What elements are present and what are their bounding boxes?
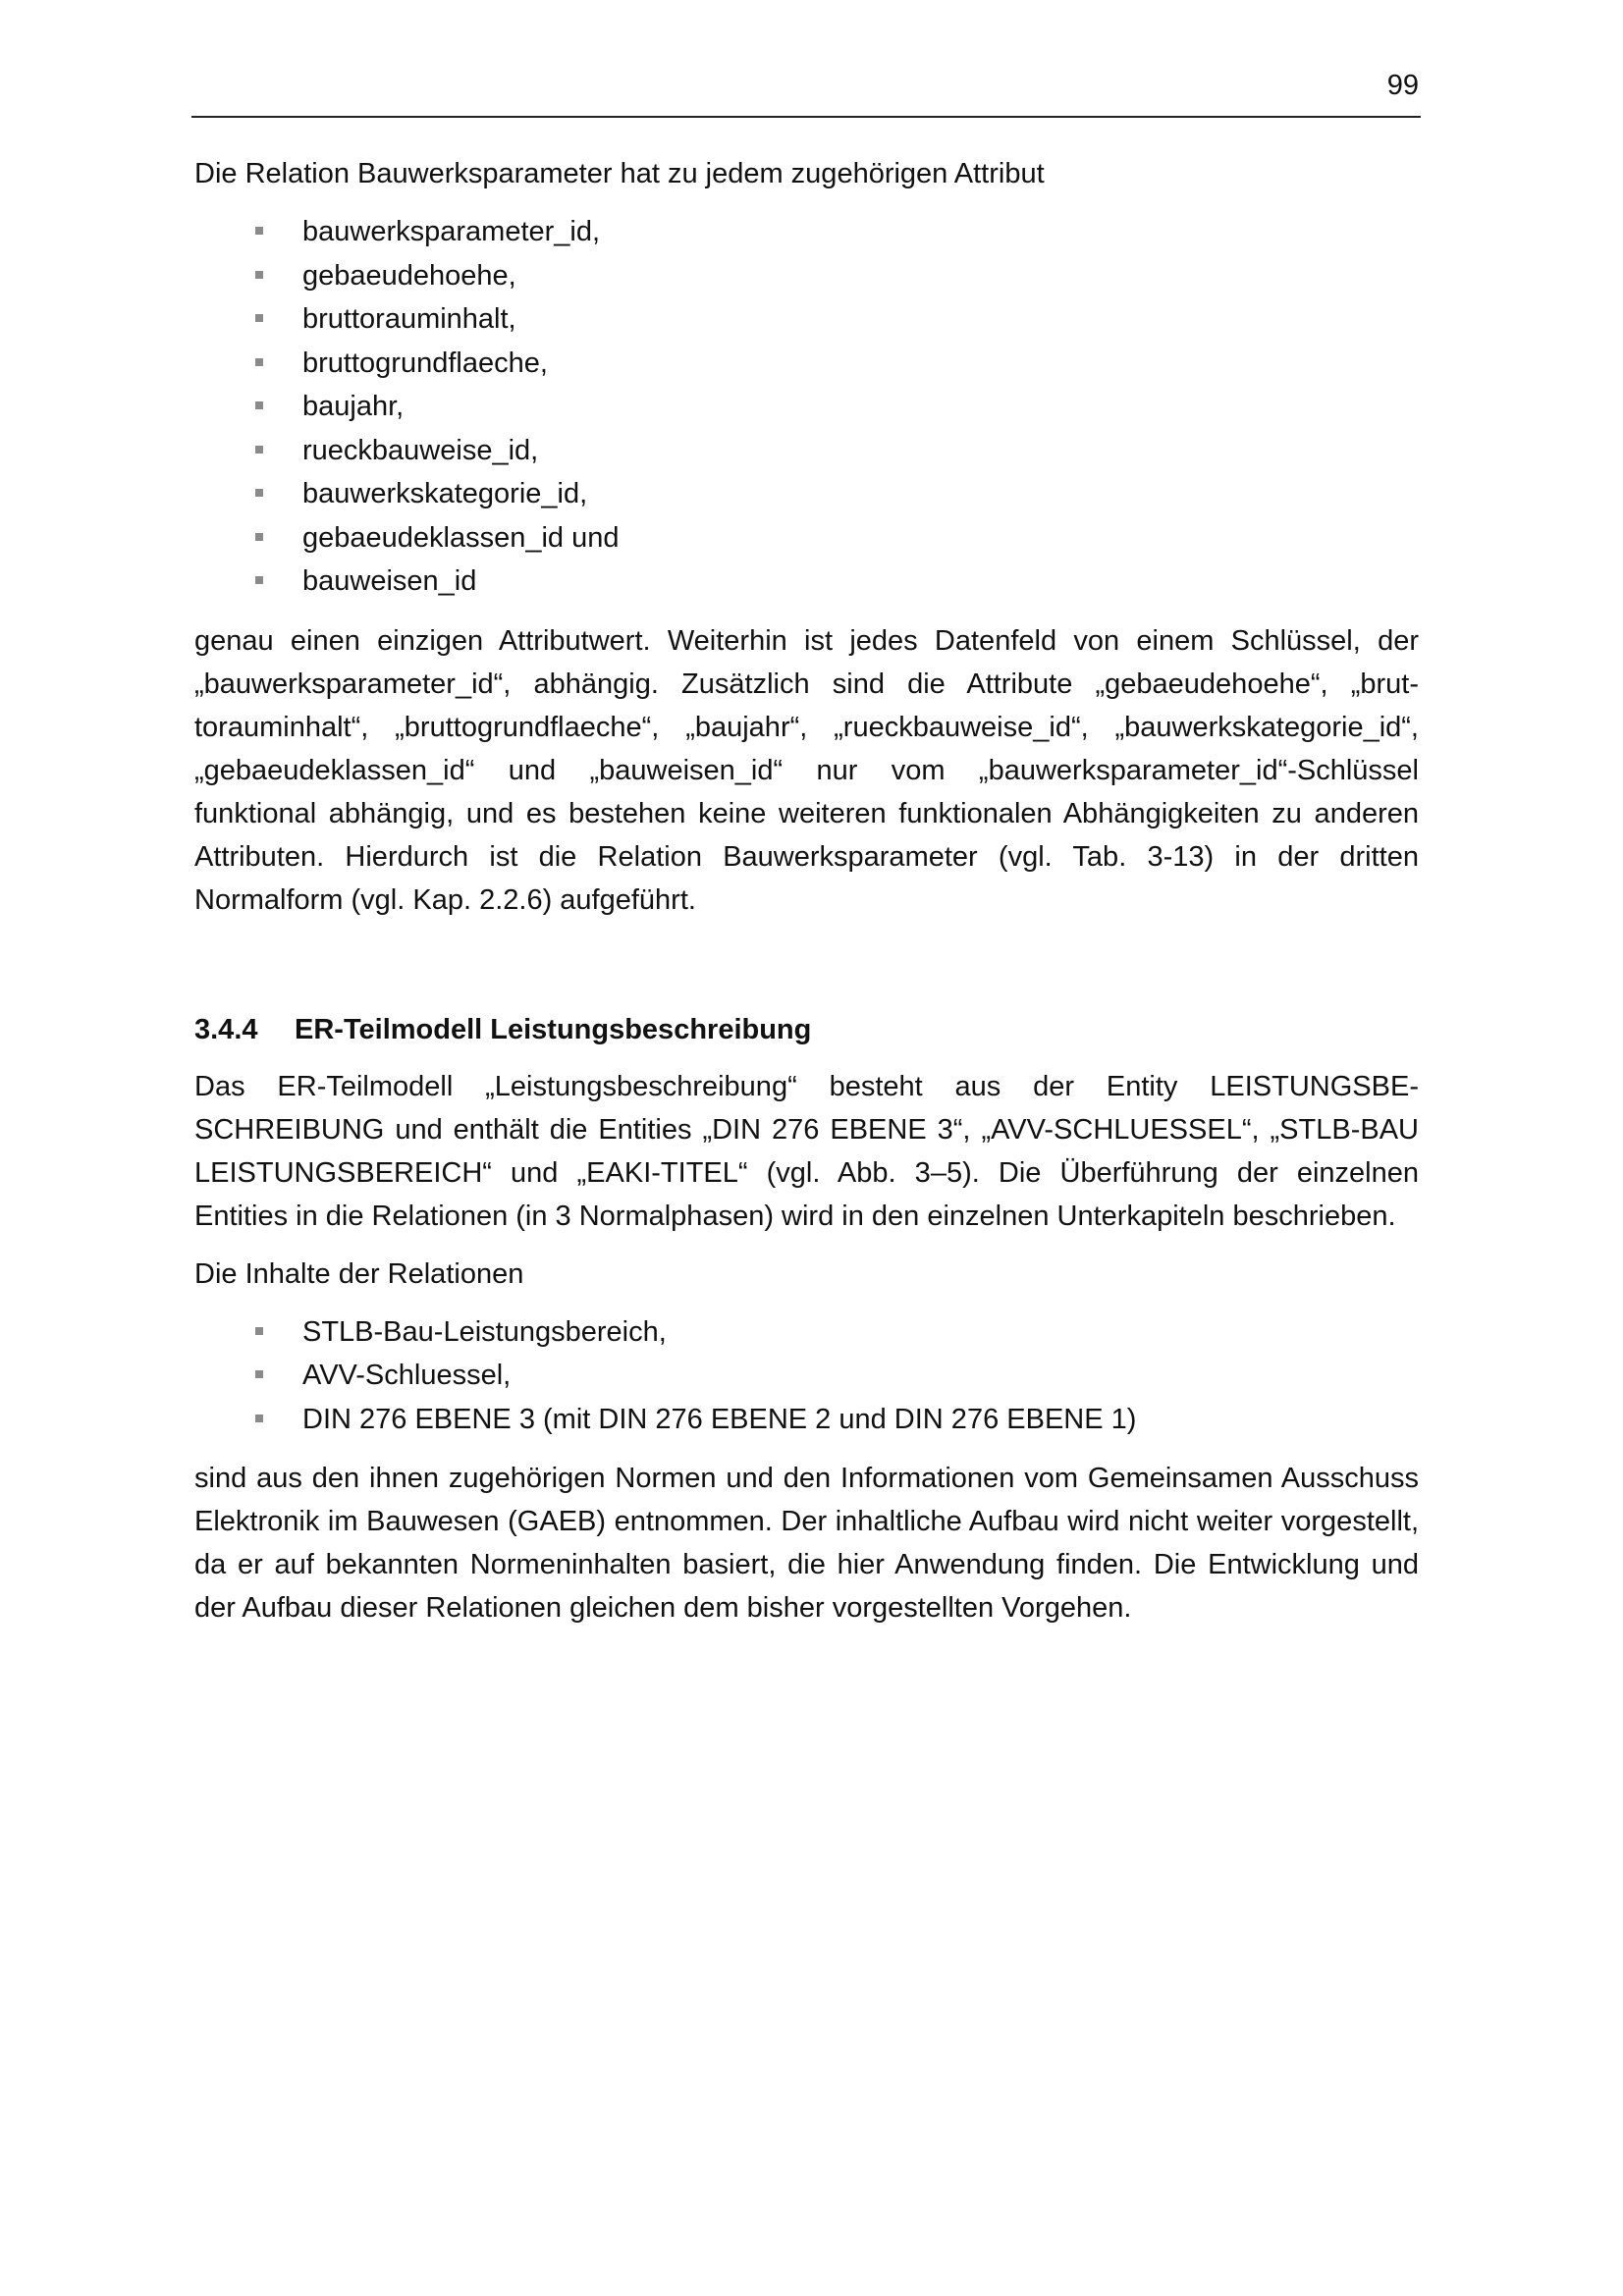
square-bullet-icon [255,489,263,497]
square-bullet-icon [255,1327,263,1335]
section-heading [194,1008,1419,1051]
list-item [194,1310,1419,1355]
square-bullet-icon [255,576,263,584]
list-item [194,560,1419,604]
list-item [194,1354,1419,1398]
list-item [194,210,1419,254]
section-number: 3.4.4 [194,1013,258,1045]
list-item [194,297,1419,342]
list-item-text: bauwerksparameter_id, [302,216,601,247]
square-bullet-icon [255,446,263,454]
attribute-list [194,210,1419,604]
normal-form-paragraph: genau einen einzigen Attributwert. Weiterhin ist jedes Datenfeld von einem Schlüssel, der „bauwerksparameter_id“, abhängig. Zusätzlich sind die Attribute „gebaeudehoehe“, „bruttorauminhalt“, „bruttogrundflaeche“, „baujahr“, „rueckbauweise_id“, „bauwerkskategorie_id“, „gebaeudeklassen_id“ und „bauweisen_id“ nur vom „bauwerksparameter_id“-Schlüssel funktional abhängig, und es bestehen keine weiteren funktionalen Abhängigkeiten zu anderen Attributen. Hierdurch ist die Relation Bauwerksparameter (vgl. Tab. 3-13) in der dritten Normalform (vgl. Kap. 2.2.6) aufgeführt. [194,624,1419,916]
list-item-text: gebaeudeklassen_id und [302,521,620,554]
section-title: ER-Teilmodell Leistungsbeschreibung [295,1013,812,1045]
list-item-text: STLB-Bau-Leistungsbereich, [302,1315,667,1348]
list-item [194,342,1419,386]
square-bullet-icon [255,358,263,366]
square-bullet-icon [255,533,263,541]
list-item [194,1398,1419,1442]
header-rule [191,116,1421,118]
list-item [194,516,1419,561]
list-item-text: baujahr, [302,391,405,422]
relations-list [194,1310,1419,1442]
square-bullet-icon [255,1370,263,1378]
square-bullet-icon [255,1415,263,1422]
list-item-text: gebaeudehoehe, [302,259,516,292]
list-item-text: AVV-Schluessel, [302,1360,512,1391]
list-item-text: rueckbauweise_id, [302,434,539,466]
er-model-paragraph: Das ER-Teilmodell „Leistungsbeschreibung“ besteht aus der Entity LEISTUNGSBESCHREIBUNG und enthält die Entities „DIN 276 EBENE 3“, „AVV-SCHLUESSEL“, „STLB-BAU LEISTUNGSBEREICH“ und „EAKI-TITEL“ (vgl. Abb. 3–5). Die Überführung der einzelnen Entities in die Relationen (in 3 Normalphasen) wird in den einzelnen Unterkapiteln beschrieben. [194,1070,1419,1232]
list-item [194,385,1419,429]
square-bullet-icon [255,314,263,322]
list-item-text: DIN 276 EBENE 3 (mit DIN 276 EBENE 2 und DIN 276 EBENE 1) [302,1403,1137,1435]
list-item-text: bauweisen_id [302,565,477,597]
square-bullet-icon [255,227,263,235]
list-item [194,472,1419,516]
intro-paragraph: Die Relation Bauwerksparameter hat zu jedem zugehörigen Attribut [194,158,1045,189]
page-content [194,152,1419,1644]
page-number: 99 [1386,70,1419,101]
list-item-text: bruttogrundflaeche, [302,347,548,379]
list-item [194,254,1419,298]
square-bullet-icon [255,271,263,279]
sources-paragraph: sind aus den ihnen zugehörigen Normen und den Informationen vom Gemeinsamen Ausschuss Elektronik im Bauwesen (GAEB) entnommen. Der inhaltliche Aufbau wird nicht weiter vorgestellt, da er auf bekannten Normeninhalten basiert, die hier Anwendung finden. Die Entwicklung und der Aufbau dieser Relationen gleichen dem bisher vorgestellten Vorgehen. [194,1463,1419,1624]
list-item [194,429,1419,473]
square-bullet-icon [255,401,263,409]
list-item-text: bauwerkskategorie_id, [302,478,588,509]
list-item-text: bruttorauminhalt, [302,303,516,335]
relations-intro: Die Inhalte der Relationen [194,1257,524,1290]
